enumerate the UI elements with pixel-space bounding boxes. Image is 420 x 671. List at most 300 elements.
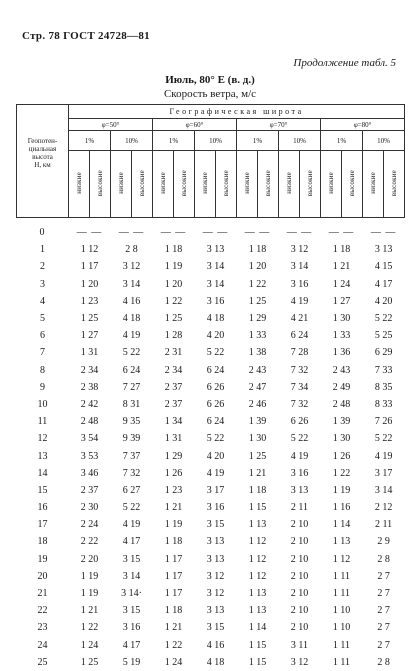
value-cell: 2 43 (248, 364, 267, 376)
table-title: Июль, 80° Е (в. д.) (165, 74, 255, 86)
value-cell: 4 16 (122, 295, 141, 307)
table-row (17, 533, 405, 550)
value-cell: — — (328, 227, 355, 239)
continuation-note: Продолжение табл. 5 (293, 57, 396, 69)
value-cell: 1 22 (164, 295, 183, 307)
height-cell: 18 (37, 536, 48, 548)
value-cell: 2 46 (248, 398, 267, 410)
value-cell: 5 22 (374, 433, 393, 445)
percent-header: 1% (153, 131, 195, 151)
height-cell: 1 (40, 244, 45, 256)
value-cell: 1 18 (164, 244, 183, 256)
value-cell: 4 18 (206, 313, 225, 325)
value-cell: 5 25 (374, 330, 393, 342)
value-cell: 1 17 (164, 553, 183, 565)
row-header-line: циальная (28, 145, 57, 153)
value-cell: 2 10 (290, 588, 309, 600)
sub-header-label: высокие (264, 169, 272, 197)
sub-header-label: высокие (138, 169, 146, 197)
value-cell: 3 16 (206, 295, 225, 307)
value-cell: 1 38 (248, 347, 267, 359)
value-cell: 1 12 (248, 553, 267, 565)
value-cell: 3 13 (374, 244, 393, 256)
value-cell: 2 22 (80, 536, 99, 548)
value-cell: 1 22 (332, 467, 351, 479)
value-cell: 1 21 (164, 622, 183, 634)
value-cell: 1 20 (248, 261, 267, 273)
value-cell: 3 14 (290, 261, 309, 273)
table-row (17, 327, 405, 344)
group-header: Географическая широта (69, 105, 405, 119)
table-row (17, 310, 405, 327)
value-cell: 6 24 (122, 364, 141, 376)
height-cell: 8 (40, 364, 45, 376)
value-cell: 4 19 (374, 450, 393, 462)
value-cell: 1 19 (332, 484, 351, 496)
value-cell: 4 17 (122, 639, 141, 651)
value-cell: 2 34 (80, 364, 99, 376)
value-cell: 1 11 (332, 588, 351, 600)
value-cell: 4 16 (206, 639, 225, 651)
height-cell: 7 (40, 347, 45, 359)
height-cell: 5 (40, 313, 45, 325)
value-cell: 4 20 (206, 330, 225, 342)
value-cell: 1 34 (164, 416, 183, 428)
value-cell: 2 31 (164, 347, 183, 359)
value-cell: 4 19 (122, 330, 141, 342)
value-cell: 1 18 (248, 244, 267, 256)
sub-header-high (132, 151, 153, 218)
value-cell: 2 10 (290, 622, 309, 634)
value-cell: 4 19 (290, 295, 309, 307)
table-row (17, 430, 405, 447)
sub-header-label: высокие (348, 169, 356, 197)
sub-header-label: низкие (117, 172, 125, 194)
height-cell: 3 (40, 278, 45, 290)
value-cell: — — (370, 227, 397, 239)
height-cell: 22 (37, 605, 48, 617)
sub-header-high (258, 151, 279, 218)
value-cell: 1 18 (332, 244, 351, 256)
value-cell: 4 17 (122, 536, 141, 548)
value-cell: 1 15 (248, 639, 267, 651)
value-cell: 1 18 (248, 484, 267, 496)
height-cell: 23 (37, 622, 48, 634)
value-cell: 1 39 (248, 416, 267, 428)
value-cell: 3 14 (206, 261, 225, 273)
table-row (17, 276, 405, 293)
value-cell: 3 13 (206, 536, 225, 548)
value-cell: 3 17 (374, 467, 393, 479)
table-row (17, 482, 405, 499)
value-cell: 2 10 (290, 536, 309, 548)
table-row (17, 241, 405, 258)
value-cell: 1 11 (332, 639, 351, 651)
value-cell: 7 32 (290, 398, 309, 410)
table-row (17, 379, 405, 396)
value-cell: 2 43 (332, 364, 351, 376)
value-cell: 2 30 (80, 502, 99, 514)
value-cell: 1 23 (164, 484, 183, 496)
height-cell: 4 (40, 295, 45, 307)
table-row (17, 516, 405, 533)
value-cell: 1 19 (80, 570, 99, 582)
value-cell: 3 11 (290, 639, 309, 651)
value-cell: 3 13 (206, 605, 225, 617)
percent-header: 10% (279, 131, 321, 151)
value-cell: 1 22 (80, 622, 99, 634)
height-cell: 11 (37, 416, 48, 428)
value-cell: 3 13 (206, 244, 225, 256)
value-cell: 4 19 (122, 519, 141, 531)
value-cell: 1 13 (248, 588, 267, 600)
value-cell: 5 19 (122, 656, 141, 668)
value-cell: 6 24 (206, 364, 225, 376)
value-cell: 1 11 (332, 570, 351, 582)
value-cell: 2 47 (248, 381, 267, 393)
table-row (17, 258, 405, 275)
value-cell: 4 21 (290, 313, 309, 325)
value-cell: — — (286, 227, 313, 239)
value-cell: 1 20 (164, 278, 183, 290)
value-cell: 3 15 (206, 622, 225, 634)
value-cell: 3 15 (206, 519, 225, 531)
percent-header: 10% (363, 131, 405, 151)
value-cell: 1 21 (164, 502, 183, 514)
sub-header-low (195, 151, 216, 218)
value-cell: 2 49 (332, 381, 351, 393)
sub-header-label: высокие (306, 169, 314, 197)
value-cell: 1 23 (80, 295, 99, 307)
value-cell: 1 12 (332, 553, 351, 565)
sub-header-high (90, 151, 111, 218)
row-header-line: Н, км (34, 161, 51, 169)
value-cell: 3 12 (290, 656, 309, 668)
sub-header-label: высокие (96, 169, 104, 197)
value-cell: 1 12 (248, 570, 267, 582)
value-cell: 7 37 (122, 450, 141, 462)
sub-header-label: низкие (369, 172, 377, 194)
value-cell: 1 21 (332, 261, 351, 273)
value-cell: 3 15 (122, 553, 141, 565)
sub-header-label: высокие (390, 169, 399, 197)
value-cell: 3 12 (122, 261, 141, 273)
height-cell: 16 (37, 502, 48, 514)
value-cell: 2 10 (290, 553, 309, 565)
value-cell: 1 30 (332, 313, 351, 325)
height-cell: 2 (40, 261, 45, 273)
value-cell: 7 27 (122, 381, 141, 393)
sub-header-label: низкие (201, 172, 209, 194)
value-cell: 1 13 (332, 536, 351, 548)
value-cell: 3 12 (290, 244, 309, 256)
value-cell: 4 19 (206, 467, 225, 479)
table-row (17, 447, 405, 464)
value-cell: 2 8 (377, 553, 390, 565)
value-cell: 4 18 (122, 313, 141, 325)
value-cell: 4 20 (206, 450, 225, 462)
value-cell: 3 46 (80, 467, 99, 479)
value-cell: 6 26 (206, 398, 225, 410)
percent-header: 1% (237, 131, 279, 151)
value-cell: 1 31 (80, 347, 99, 359)
value-cell: — — (76, 227, 103, 239)
latitude-header: φ=70° (237, 119, 321, 131)
value-cell: 1 15 (248, 656, 267, 668)
table-row (17, 293, 405, 310)
height-cell: 10 (37, 398, 48, 410)
table-row (17, 396, 405, 413)
sub-header-label: низкие (159, 172, 167, 194)
value-cell: 1 17 (80, 261, 99, 273)
value-cell: 6 29 (374, 347, 393, 359)
value-cell: 7 32 (122, 467, 141, 479)
value-cell: 1 12 (248, 536, 267, 548)
value-cell: 1 24 (80, 639, 99, 651)
sub-header-low (69, 151, 90, 218)
value-cell: 3 16 (290, 467, 309, 479)
value-cell: 2 48 (80, 416, 99, 428)
sub-header-label: низкие (243, 172, 251, 194)
value-cell: 3 16 (206, 502, 225, 514)
value-cell: 1 13 (248, 519, 267, 531)
sub-header-high (174, 151, 195, 218)
value-cell: — — (202, 227, 229, 239)
value-cell: 1 26 (332, 450, 351, 462)
table-row (17, 637, 405, 654)
value-cell: 1 11 (332, 656, 351, 668)
row-header-line: высота (32, 153, 53, 161)
value-cell: 3 16 (290, 278, 309, 290)
value-cell: 1 18 (164, 536, 183, 548)
value-cell: 1 10 (332, 605, 351, 617)
value-cell: 1 22 (248, 278, 267, 290)
value-cell: 1 17 (164, 588, 183, 600)
value-cell: 9 35 (122, 416, 141, 428)
value-cell: 1 28 (164, 330, 183, 342)
percent-header: 1% (69, 131, 111, 151)
value-cell: 6 24 (290, 330, 309, 342)
value-cell: 7 28 (290, 347, 309, 359)
sub-header-low (153, 151, 174, 218)
sub-header-label: низкие (75, 172, 83, 194)
height-cell: 14 (37, 467, 48, 479)
value-cell: 1 25 (248, 295, 267, 307)
value-cell: 1 24 (332, 278, 351, 290)
value-cell: 4 15 (374, 261, 393, 273)
table-row (17, 499, 405, 516)
value-cell: 1 19 (164, 519, 183, 531)
value-cell: 3 14· (121, 588, 142, 600)
value-cell: 3 17 (206, 484, 225, 496)
value-cell: 2 8 (125, 244, 138, 256)
value-cell: 4 19 (290, 450, 309, 462)
height-cell: 20 (37, 570, 48, 582)
value-cell: 1 18 (164, 605, 183, 617)
percent-header: 10% (195, 131, 237, 151)
sub-header-label: высокие (180, 169, 188, 197)
value-cell: 3 12 (206, 588, 225, 600)
value-cell: 1 15 (248, 502, 267, 514)
value-cell: 1 21 (248, 467, 267, 479)
sub-header-low (321, 151, 342, 218)
value-cell: 1 27 (332, 295, 351, 307)
value-cell: 2 24 (80, 519, 99, 531)
value-cell: 2 10 (290, 570, 309, 582)
page-header: Стр. 78 ГОСТ 24728—81 (22, 30, 150, 42)
value-cell: 2 11 (375, 519, 393, 531)
value-cell: 1 29 (248, 313, 267, 325)
value-cell: 3 14 (122, 278, 141, 290)
value-cell: 3 14 (122, 570, 141, 582)
height-cell: 13 (37, 450, 48, 462)
height-cell: 0 (39, 227, 46, 239)
value-cell: 2 42 (80, 398, 99, 410)
value-cell: 1 25 (80, 656, 99, 668)
height-cell: 9 (40, 381, 45, 393)
table-row (17, 568, 405, 585)
value-cell: 1 21 (80, 605, 99, 617)
table-row (17, 602, 405, 619)
table-row (17, 585, 405, 602)
value-cell: 1 17 (164, 570, 183, 582)
value-cell: 2 38 (80, 381, 99, 393)
value-cell: 1 31 (164, 433, 183, 445)
value-cell: 2 10 (290, 519, 309, 531)
value-cell: — — (160, 227, 187, 239)
sub-header-high (384, 151, 405, 218)
value-cell: 1 16 (332, 502, 351, 514)
value-cell: 2 37 (164, 381, 183, 393)
value-cell: 1 25 (248, 450, 267, 462)
value-cell: 8 33 (374, 398, 393, 410)
height-cell: 25 (37, 656, 48, 668)
sub-header-high (216, 151, 237, 218)
table-row (17, 344, 405, 361)
value-cell: 1 27 (80, 330, 99, 342)
value-cell: 5 22 (122, 347, 141, 359)
sub-header-label: низкие (327, 172, 335, 194)
value-cell: 7 34 (290, 381, 309, 393)
height-cell: 6 (40, 330, 45, 342)
value-cell: 4 20 (374, 295, 393, 307)
table-row (17, 413, 405, 430)
value-cell: 2 20 (80, 553, 99, 565)
value-cell: 2 8 (377, 656, 390, 668)
value-cell: 1 30 (332, 433, 351, 445)
value-cell: 7 33 (374, 364, 393, 376)
value-cell: 2 7 (377, 639, 390, 651)
table-row (17, 465, 405, 482)
value-cell: 7 26 (374, 416, 393, 428)
value-cell: 1 10 (332, 622, 351, 634)
row-header-line: Геопотен- (27, 137, 58, 145)
value-cell: 2 7 (377, 588, 390, 600)
value-cell: 6 26 (290, 416, 309, 428)
value-cell: 2 48 (332, 398, 351, 410)
latitude-header: φ=80° (321, 119, 405, 131)
value-cell: 3 16 (122, 622, 141, 634)
value-cell: 1 25 (80, 313, 99, 325)
value-cell: 5 22 (374, 313, 393, 325)
value-cell: 2 37 (80, 484, 99, 496)
value-cell: 2 7 (377, 570, 390, 582)
value-cell: 6 27 (122, 484, 141, 496)
value-cell: 5 22 (290, 433, 309, 445)
table-row (17, 362, 405, 379)
value-cell: 2 7 (377, 622, 390, 634)
value-cell: 2 37 (164, 398, 183, 410)
sub-header-label: низкие (285, 172, 293, 194)
value-cell: 2 11 (290, 502, 309, 514)
sub-header-high (300, 151, 321, 218)
value-cell: 1 33 (248, 330, 267, 342)
value-cell: 3 12 (206, 570, 225, 582)
value-cell: 1 13 (248, 605, 267, 617)
value-cell: 3 14 (206, 278, 225, 290)
value-cell: 1 12 (80, 244, 99, 256)
value-cell: 5 22 (122, 502, 141, 514)
value-cell: 1 36 (332, 347, 351, 359)
value-cell: 3 54 (80, 433, 99, 445)
value-cell: 8 31 (122, 398, 141, 410)
latitude-header: φ=60° (153, 119, 237, 131)
value-cell: 3 14 (374, 484, 393, 496)
value-cell: 2 10 (290, 605, 309, 617)
sub-header-low (363, 151, 384, 218)
value-cell: 5 22 (206, 347, 225, 359)
value-cell: — — (244, 227, 271, 239)
height-cell: 19 (37, 553, 48, 565)
table-row (17, 224, 405, 241)
sub-header-low (111, 151, 132, 218)
height-cell: 15 (37, 484, 48, 496)
value-cell: 9 39 (122, 433, 141, 445)
value-cell: 1 20 (80, 278, 99, 290)
row-header-cell (17, 105, 69, 218)
value-cell: 8 35 (374, 381, 393, 393)
height-cell: 17 (37, 519, 48, 531)
value-cell: 6 24 (206, 416, 225, 428)
value-cell: 1 19 (80, 588, 99, 600)
value-cell: 2 12 (374, 502, 393, 514)
value-cell: 1 25 (164, 313, 183, 325)
value-cell: 3 15 (122, 605, 141, 617)
value-cell: 2 34 (164, 364, 183, 376)
table-row (17, 551, 405, 568)
sub-header-low (279, 151, 300, 218)
value-cell: 1 33 (332, 330, 351, 342)
sub-header-low (237, 151, 258, 218)
percent-header: 1% (321, 131, 363, 151)
percent-header: 10% (111, 131, 153, 151)
value-cell: 1 14 (248, 622, 267, 634)
value-cell: 5 22 (206, 433, 225, 445)
height-cell: 21 (37, 588, 48, 600)
value-cell: 1 22 (164, 639, 183, 651)
value-cell: 7 32 (290, 364, 309, 376)
value-cell: 4 17 (374, 278, 393, 290)
value-cell: — — (118, 227, 145, 239)
latitude-header: φ=50° (69, 119, 153, 131)
sub-header-label: высокие (222, 169, 230, 197)
value-cell: 1 26 (164, 467, 183, 479)
value-cell: 3 13 (206, 553, 225, 565)
value-cell: 1 14 (332, 519, 351, 531)
sub-header-high (342, 151, 363, 218)
table-row (17, 619, 405, 636)
value-cell: 6 26 (206, 381, 225, 393)
